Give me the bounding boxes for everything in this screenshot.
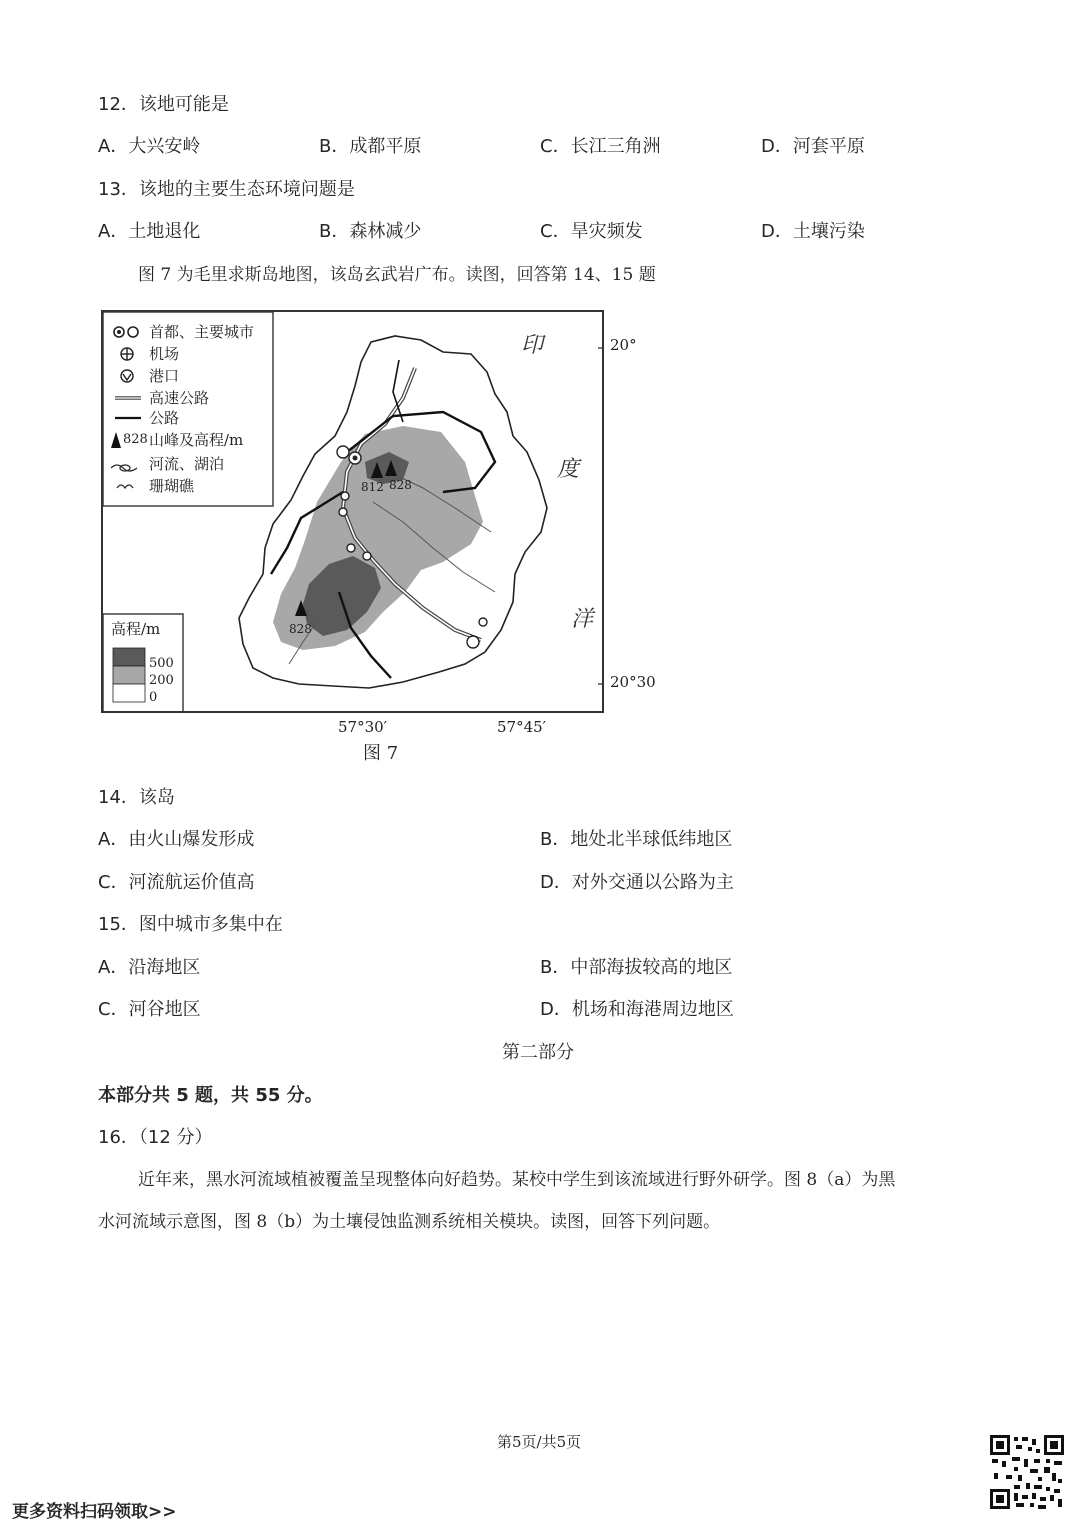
part-2-title: 第二部分	[502, 1042, 574, 1063]
longitude-57-45-label: 57°45′	[497, 718, 547, 736]
legend-coral-label: 珊瑚礁	[149, 477, 195, 495]
q14-option-c: C．河流航运价值高	[98, 872, 255, 893]
legend-peak-label: 山峰及高程/m	[149, 431, 244, 449]
q15-option-c: C．河谷地区	[98, 999, 201, 1020]
legend-capital-label: 首都、主要城市	[149, 323, 255, 341]
q12-option-b: B．成都平原	[319, 136, 422, 157]
peak-label-828-north: 828	[389, 478, 412, 492]
q15-option-b: B．中部海拔较高的地区	[540, 957, 733, 978]
elev-swatch-mid	[113, 666, 145, 684]
question-15-stem: 15．图中城市多集中在	[98, 914, 283, 935]
question-13-stem: 13．该地的主要生态环境问题是	[98, 179, 355, 200]
q14-option-b: B．地处北半球低纬地区	[540, 829, 733, 850]
city-marker	[363, 552, 371, 560]
q14-option-d: D．对外交通以公路为主	[540, 872, 734, 893]
ocean-label-yang: 洋	[571, 607, 594, 632]
city-marker	[341, 492, 349, 500]
q14-option-a: A．由火山爆发形成	[98, 829, 255, 850]
more-resources-link[interactable]: 更多资料扫码领取>>	[12, 1502, 177, 1522]
city-marker	[347, 544, 355, 552]
q16-paragraph-line-2: 水河流域示意图，图 8（b）为土壤侵蚀监测系统相关模块。读图，回答下列问题。	[98, 1212, 721, 1232]
peak-label-828-south: 828	[289, 622, 312, 636]
legend-river-label: 河流、湖泊	[149, 455, 225, 473]
q13-option-c: C．旱灾频发	[540, 221, 643, 242]
q15-option-d: D．机场和海港周边地区	[540, 999, 734, 1020]
elev-label-500: 500	[149, 656, 174, 671]
q13-option-d: D．土壤污染	[761, 221, 865, 242]
legend-highway-label: 高速公路	[149, 389, 210, 407]
elev-label-0: 0	[149, 690, 158, 705]
city-marker	[479, 618, 487, 626]
question-12-stem: 12．该地可能是	[98, 94, 229, 115]
latitude-20-label: 20°	[610, 336, 637, 354]
latitude-20-30-label: 20°30	[610, 673, 656, 691]
ocean-label-yin: 印	[521, 333, 544, 358]
q12-option-c: C．长江三角洲	[540, 136, 661, 157]
ocean-label-du: 度	[557, 457, 580, 482]
elev-swatch-low	[113, 684, 145, 702]
city-marker	[339, 508, 347, 516]
airport-icon	[467, 636, 479, 648]
q15-option-a: A．沿海地区	[98, 957, 201, 978]
q12-option-d: D．河套平原	[761, 136, 865, 157]
question-16-stem: 16．（12 分）	[98, 1127, 213, 1148]
legend-airport-label: 机场	[149, 345, 180, 363]
part-2-intro: 本部分共 5 题，共 55 分。	[98, 1085, 323, 1106]
figure-7-caption: 图 7	[363, 743, 399, 764]
port-icon	[337, 446, 349, 458]
legend-road-label: 公路	[149, 409, 180, 427]
mauritius-map	[101, 310, 604, 713]
qr-code-icon[interactable]	[988, 1433, 1066, 1511]
elev-label-200: 200	[149, 673, 174, 688]
page-number: 第5页/共5页	[497, 1433, 582, 1451]
question-14-stem: 14．该岛	[98, 787, 175, 808]
peak-label-812: 812	[361, 480, 384, 494]
q16-paragraph-line-1: 近年来，黑水河流域植被覆盖呈现整体向好趋势。某校中学生到该流域进行野外研学。图 8（a）为黑	[138, 1170, 896, 1190]
figure-7-intro: 图 7 为毛里求斯岛地图，该岛玄武岩广布。读图，回答第 14、15 题	[138, 265, 656, 285]
elev-swatch-high	[113, 648, 145, 666]
q13-option-a: A．土地退化	[98, 221, 201, 242]
legend-port-label: 港口	[149, 367, 180, 385]
longitude-57-30-label: 57°30′	[338, 718, 388, 736]
q13-option-b: B．森林减少	[319, 221, 422, 242]
legend-peak-sample: 828	[123, 432, 148, 447]
q12-option-a: A．大兴安岭	[98, 136, 201, 157]
elevation-key-title: 高程/m	[111, 620, 161, 638]
